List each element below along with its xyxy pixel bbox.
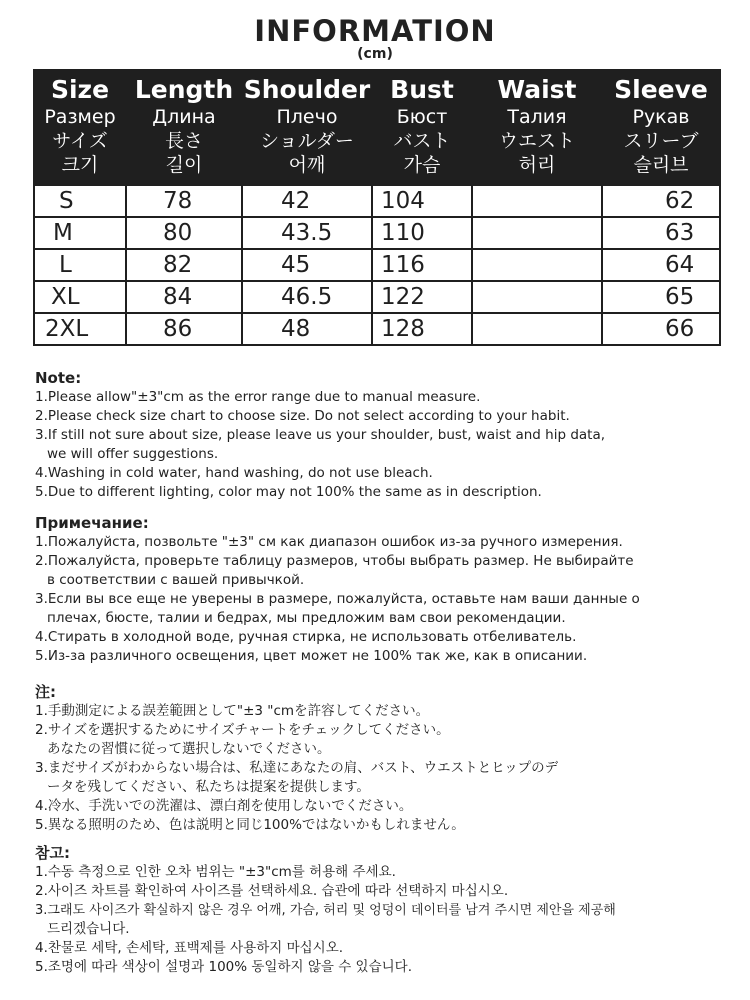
- note-line: 1.Пожалуйста, позвольте "±3" см как диапазон ошибок из-за ручного измерения.: [35, 534, 623, 550]
- cell-waist: [472, 313, 602, 345]
- cell-waist: [472, 281, 602, 313]
- note-line: 1.수동 측정으로 인한 오차 범위는 "±3"cm를 허용해 주세요.: [35, 864, 396, 880]
- note-line: 3.Если вы все еще не уверены в размере, пожалуйста, оставьте нам ваши данные о: [35, 591, 640, 607]
- header-ja: ウエスト: [498, 130, 575, 152]
- header-ru: Размер: [44, 106, 116, 128]
- note-line: 3.まだサイズがわからない場合は、私達にあなたの肩、バスト、ウエストとヒップのデ: [35, 760, 559, 776]
- note-line: 드리겠습니다.: [47, 921, 130, 937]
- cell-shoulder: 46.5: [242, 281, 372, 313]
- note-line: 3.If still not sure about size, please leave us your shoulder, bust, waist and hip data,: [35, 427, 606, 443]
- note-section-english: [35, 368, 735, 502]
- cell-bust: 128: [372, 313, 472, 345]
- cell-size: L: [34, 249, 126, 281]
- header-ko: 크기: [61, 154, 99, 176]
- unit-label: (cm): [357, 46, 393, 62]
- note-line: 2.Пожалуйста, проверьте таблицу размеров, чтобы выбрать размер. Не выбирайте: [35, 553, 634, 569]
- table-row: [34, 217, 720, 249]
- header-en: Sleeve: [614, 75, 708, 104]
- note-heading: Note:: [35, 369, 82, 387]
- column-header-bust: [372, 70, 472, 185]
- header-en: Size: [50, 75, 110, 104]
- note-section-japanese: [35, 682, 735, 835]
- table-row: [34, 249, 720, 281]
- header-ru: Бюст: [396, 106, 448, 128]
- cell-length: 78: [126, 185, 242, 217]
- cell-sleeve: 66: [602, 313, 720, 345]
- note-line: ータを残してください、私たちは提案を提供します。: [47, 779, 370, 795]
- header-ja: スリーブ: [623, 130, 699, 152]
- note-line: 1.Please allow"±3"cm as the error range due to manual measure.: [35, 389, 481, 405]
- note-heading: Примечание:: [35, 514, 149, 532]
- header-ko: 슬리브: [633, 154, 689, 176]
- cell-sleeve: 64: [602, 249, 720, 281]
- note-section-korean: [35, 843, 735, 977]
- note-line: 4.찬물로 세탁, 손세탁, 표백제를 사용하지 마십시오.: [35, 940, 344, 956]
- note-heading: 注:: [35, 683, 56, 701]
- cell-length: 84: [126, 281, 242, 313]
- column-header-waist: [472, 70, 602, 185]
- note-line: в соответствии с вашей привычкой.: [47, 572, 305, 588]
- cell-shoulder: 45: [242, 249, 372, 281]
- cell-bust: 122: [372, 281, 472, 313]
- note-section-russian: [35, 513, 735, 666]
- note-line: 2.サイズを選択するためにサイズチャートをチェックしてください。: [35, 722, 450, 738]
- cell-shoulder: 43.5: [242, 217, 372, 249]
- cell-shoulder: 42: [242, 185, 372, 217]
- note-line: 4.Washing in cold water, hand washing, do not use bleach.: [35, 465, 433, 481]
- note-line: we will offer suggestions.: [47, 446, 219, 462]
- cell-sleeve: 65: [602, 281, 720, 313]
- size-chart-table: [33, 69, 721, 346]
- cell-size: XL: [34, 281, 126, 313]
- header-ko: 가슴: [403, 154, 441, 176]
- table-header-row: [34, 70, 720, 185]
- header-ja: 長さ: [164, 130, 203, 152]
- note-line: 5.異なる照明のため、色は説明と同じ100%ではないかもしれません。: [35, 817, 465, 833]
- cell-bust: 110: [372, 217, 472, 249]
- note-line: 2.사이즈 차트를 확인하여 사이즈를 선택하세요. 습관에 따라 선택하지 마십시오.: [35, 883, 509, 899]
- note-line: 4.Стирать в холодной воде, ручная стирка, не использовать отбеливатель.: [35, 629, 577, 645]
- header-ja: バスト: [393, 130, 451, 152]
- note-heading: 참고:: [35, 844, 70, 862]
- header-ru: Плечо: [276, 106, 338, 128]
- table-row: [34, 313, 720, 345]
- cell-size: M: [34, 217, 126, 249]
- note-line: 5.Due to different lighting, color may not 100% the same as in description.: [35, 484, 542, 500]
- column-header-sleeve: [602, 70, 720, 185]
- header-ru: Талия: [507, 106, 567, 128]
- header-ru: Рукав: [632, 106, 690, 128]
- cell-sleeve: 62: [602, 185, 720, 217]
- header-ru: Длина: [152, 106, 216, 128]
- header-ja: サイズ: [52, 130, 108, 152]
- header-ko: 허리: [518, 154, 556, 176]
- cell-length: 86: [126, 313, 242, 345]
- note-line: 1.手動測定による誤差範囲として"±3 "cmを許容してください。: [35, 703, 430, 719]
- cell-sleeve: 63: [602, 217, 720, 249]
- cell-size: 2XL: [34, 313, 126, 345]
- cell-bust: 104: [372, 185, 472, 217]
- note-line: 4.冷水、手洗いでの洗濯は、漂白剤を使用しないでください。: [35, 798, 413, 814]
- cell-waist: [472, 185, 602, 217]
- table-row: [34, 281, 720, 313]
- note-line: 5.Из-за различного освещения, цвет может не 100% так же, как в описании.: [35, 648, 588, 664]
- table-row: [34, 185, 720, 217]
- note-line: 2.Please check size chart to choose size. Do not select according to your habit.: [35, 408, 570, 424]
- column-header-length: [126, 70, 242, 185]
- column-header-size: [34, 70, 126, 185]
- header-en: Length: [134, 75, 234, 104]
- cell-waist: [472, 217, 602, 249]
- cell-length: 80: [126, 217, 242, 249]
- header-ko: 어깨: [288, 154, 326, 176]
- page-title: INFORMATION: [254, 14, 496, 48]
- cell-waist: [472, 249, 602, 281]
- note-line: плечах, бюсте, талии и бедрах, мы предложим вам свои рекомендации.: [47, 610, 566, 626]
- cell-shoulder: 48: [242, 313, 372, 345]
- header-en: Waist: [497, 75, 577, 104]
- header-ko: 길이: [165, 154, 203, 176]
- cell-size: S: [34, 185, 126, 217]
- note-line: あなたの習慣に従って選択しないでください。: [47, 741, 331, 757]
- header-ja: ショルダー: [260, 130, 354, 152]
- header-en: Bust: [390, 75, 454, 104]
- header-en: Shoulder: [243, 75, 371, 104]
- cell-length: 82: [126, 249, 242, 281]
- cell-bust: 116: [372, 249, 472, 281]
- note-line: 5.조명에 따라 색상이 설명과 100% 동일하지 않을 수 있습니다.: [35, 959, 412, 975]
- note-line: 3.그래도 사이즈가 확실하지 않은 경우 어깨, 가슴, 허리 및 엉덩이 데이터를 남겨 주시면 제안을 제공해: [35, 903, 616, 918]
- column-header-shoulder: [242, 70, 372, 185]
